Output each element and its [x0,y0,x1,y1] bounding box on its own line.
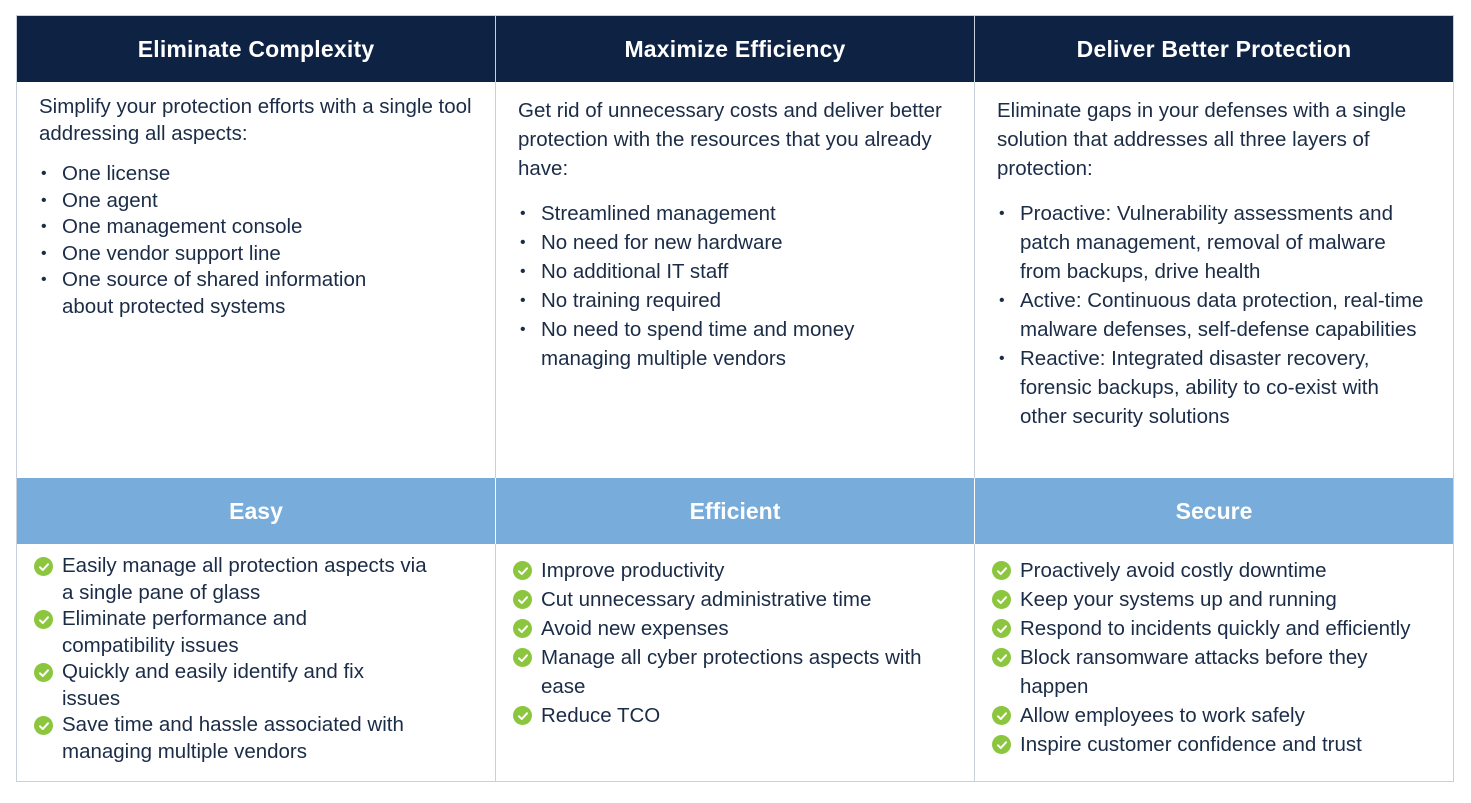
list-item: • No additional IT staff [518,257,964,286]
description-cell-complexity [17,82,496,478]
check-item-text: Proactively avoid costly downtime [1020,559,1327,582]
check-item [39,712,462,765]
list-item: • Reactive: Integrated disaster recovery, forensic backups, ability to co-exist with other security solutions [997,344,1425,431]
list-item: • One source of shared information about protected systems [39,267,402,320]
check-circle-icon [34,716,53,735]
check-item [39,553,432,606]
subheader-title: Secure [1175,497,1253,524]
check-circle-icon [992,648,1011,667]
check-item [39,659,412,712]
check-item [518,556,964,585]
check-circle-icon [34,663,53,682]
column-title: Eliminate Complexity [137,35,375,62]
subheader-cell-efficient [496,478,975,544]
subheader-cell-easy [17,478,496,544]
check-item-text: Allow employees to work safely [1020,704,1305,727]
list-item: • One agent [39,188,481,215]
intro-text: Eliminate gaps in your defenses with a single solution that addresses all three layers of protection: [997,99,1407,180]
benefits-row [17,544,1453,782]
check-item-text: Block ransomware attacks before they happen [1020,646,1368,698]
check-list [518,556,964,730]
check-list [39,553,485,765]
check-item-text: Inspire customer confidence and trust [1020,733,1362,756]
check-circle-icon [513,648,532,667]
description-row [17,82,1453,478]
column-title: Maximize Efficiency [624,35,846,62]
list-item: • One management console [39,214,481,241]
subheader-cell-secure [975,478,1453,544]
check-circle-icon [992,735,1011,754]
list-item: • One vendor support line [39,241,481,268]
check-item-text: Reduce TCO [541,704,661,727]
header-row [17,16,1453,82]
check-item-text: Cut unnecessary administrative time [541,588,872,611]
check-circle-icon [513,619,532,638]
check-item-text: Save time and hassle associated with managing multiple vendors [62,713,404,763]
check-item [997,614,1451,643]
list-item: • Streamlined management [518,199,964,228]
check-item-text: Manage all cyber protections aspects with ease [541,646,922,698]
header-cell-complexity [17,16,496,82]
description-cell-efficiency [496,82,975,478]
benefits-cell-efficient [496,544,975,782]
header-cell-efficiency [496,16,975,82]
list-item: • No need to spend time and money managing multiple vendors [518,315,891,373]
check-item-text: Easily manage all protection aspects via a single pane of glass [62,554,427,604]
subheader-title: Easy [229,497,283,524]
check-item-text: Respond to incidents quickly and efficiently [1020,617,1411,640]
comparison-table [16,15,1454,782]
bullet-list [518,199,964,373]
check-item [997,556,1451,585]
check-item [39,606,372,659]
list-item: • Proactive: Vulnerability assessments and patch management, removal of malware from backups, drive health [997,199,1430,286]
description-cell-protection [975,82,1453,478]
header-cell-protection [975,16,1453,82]
check-item [997,701,1451,730]
subheader-title: Efficient [689,497,781,524]
check-item [997,643,1415,701]
subheader-row [17,478,1453,544]
check-circle-icon [513,706,532,725]
check-item-text: Avoid new expenses [541,617,729,640]
check-item-text: Quickly and easily identify and fix issues [62,660,364,710]
bullet-list [39,161,481,320]
check-circle-icon [992,590,1011,609]
intro-text: Get rid of unnecessary costs and deliver better protection with the resources that you already have: [518,99,942,180]
check-circle-icon [34,557,53,576]
check-item-text: Keep your systems up and running [1020,588,1337,611]
check-circle-icon [992,706,1011,725]
check-item [997,730,1451,759]
intro-text: Simplify your protection efforts with a single tool addressing all aspects: [39,95,472,145]
check-list [997,556,1451,759]
list-item: • One license [39,161,481,188]
check-circle-icon [992,561,1011,580]
list-item: • Active: Continuous data protection, real-time malware defenses, self-defense capabilities [997,286,1425,344]
benefits-cell-easy [17,544,496,782]
column-title: Deliver Better Protection [1076,35,1352,62]
check-item [518,585,964,614]
check-item [997,585,1451,614]
list-item: • No need for new hardware [518,228,964,257]
check-item-text: Eliminate performance and compatibility issues [62,607,307,657]
check-item-text: Improve productivity [541,559,725,582]
check-item [518,643,941,701]
check-item [518,701,964,730]
check-item [518,614,964,643]
list-item: • No training required [518,286,964,315]
check-circle-icon [513,561,532,580]
benefits-cell-secure [975,544,1453,782]
check-circle-icon [513,590,532,609]
bullet-list [997,199,1439,431]
check-circle-icon [34,610,53,629]
check-circle-icon [992,619,1011,638]
